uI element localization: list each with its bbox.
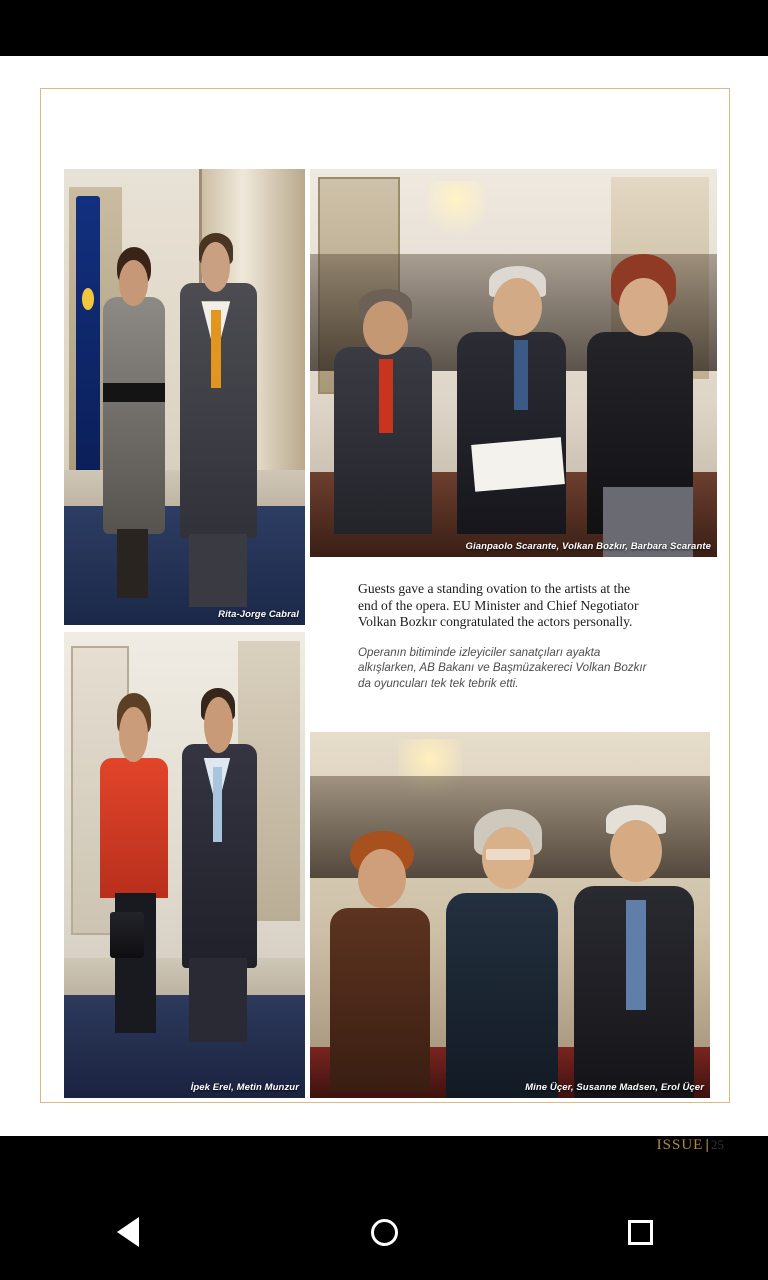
status-bar-area (0, 0, 768, 56)
photo-scene (64, 632, 305, 1098)
home-button[interactable] (344, 1202, 424, 1262)
home-circle-icon (371, 1219, 398, 1246)
photo-caption: İpek Erel, Metin Munzur (190, 1082, 299, 1093)
photo-scene (310, 732, 710, 1098)
page-footer (657, 1136, 724, 1154)
article-text-block (358, 581, 650, 691)
photo-mine-ucer-susanne-madsen-erol-ucer[interactable] (310, 732, 710, 1098)
article-lead-paragraph: Guests gave a standing ovation to the artists at the end of the opera. EU Minister and Chief Negotiator Volkan Bozkır congratulated the actors personally. (358, 581, 639, 629)
photo-scene (310, 169, 717, 557)
back-triangle-icon (117, 1217, 139, 1247)
magazine-page[interactable] (0, 56, 768, 1153)
android-navigation-bar[interactable] (0, 1184, 768, 1280)
photo-caption: Rita-Jorge Cabral (218, 609, 299, 620)
back-button[interactable] (88, 1202, 168, 1262)
article-turkish-paragraph: Operanın bitiminde izleyiciler sanatçıları ayakta alkışlarken, AB Bakanı ve Başmüzakereci Volkan Bozkır da oyuncuları tek tek tebrik etti. (358, 645, 647, 690)
footer-separator: | (705, 1136, 709, 1152)
recent-apps-button[interactable] (600, 1202, 680, 1262)
photo-gianpaolo-scarante-volkan-bozkir-barbara-scarante[interactable] (310, 169, 717, 557)
photo-caption: Gianpaolo Scarante, Volkan Bozkır, Barbara Scarante (465, 541, 711, 552)
photo-caption: Mine Üçer, Susanne Madsen, Erol Üçer (525, 1082, 704, 1093)
page-number: 25 (711, 1137, 724, 1152)
photo-rita-jorge-cabral[interactable] (64, 169, 305, 625)
footer-issue-label: ISSUE (656, 1137, 704, 1153)
photo-ipek-erel-metin-munzur[interactable] (64, 632, 305, 1098)
photo-scene (64, 169, 305, 625)
recent-apps-square-icon (628, 1220, 653, 1245)
